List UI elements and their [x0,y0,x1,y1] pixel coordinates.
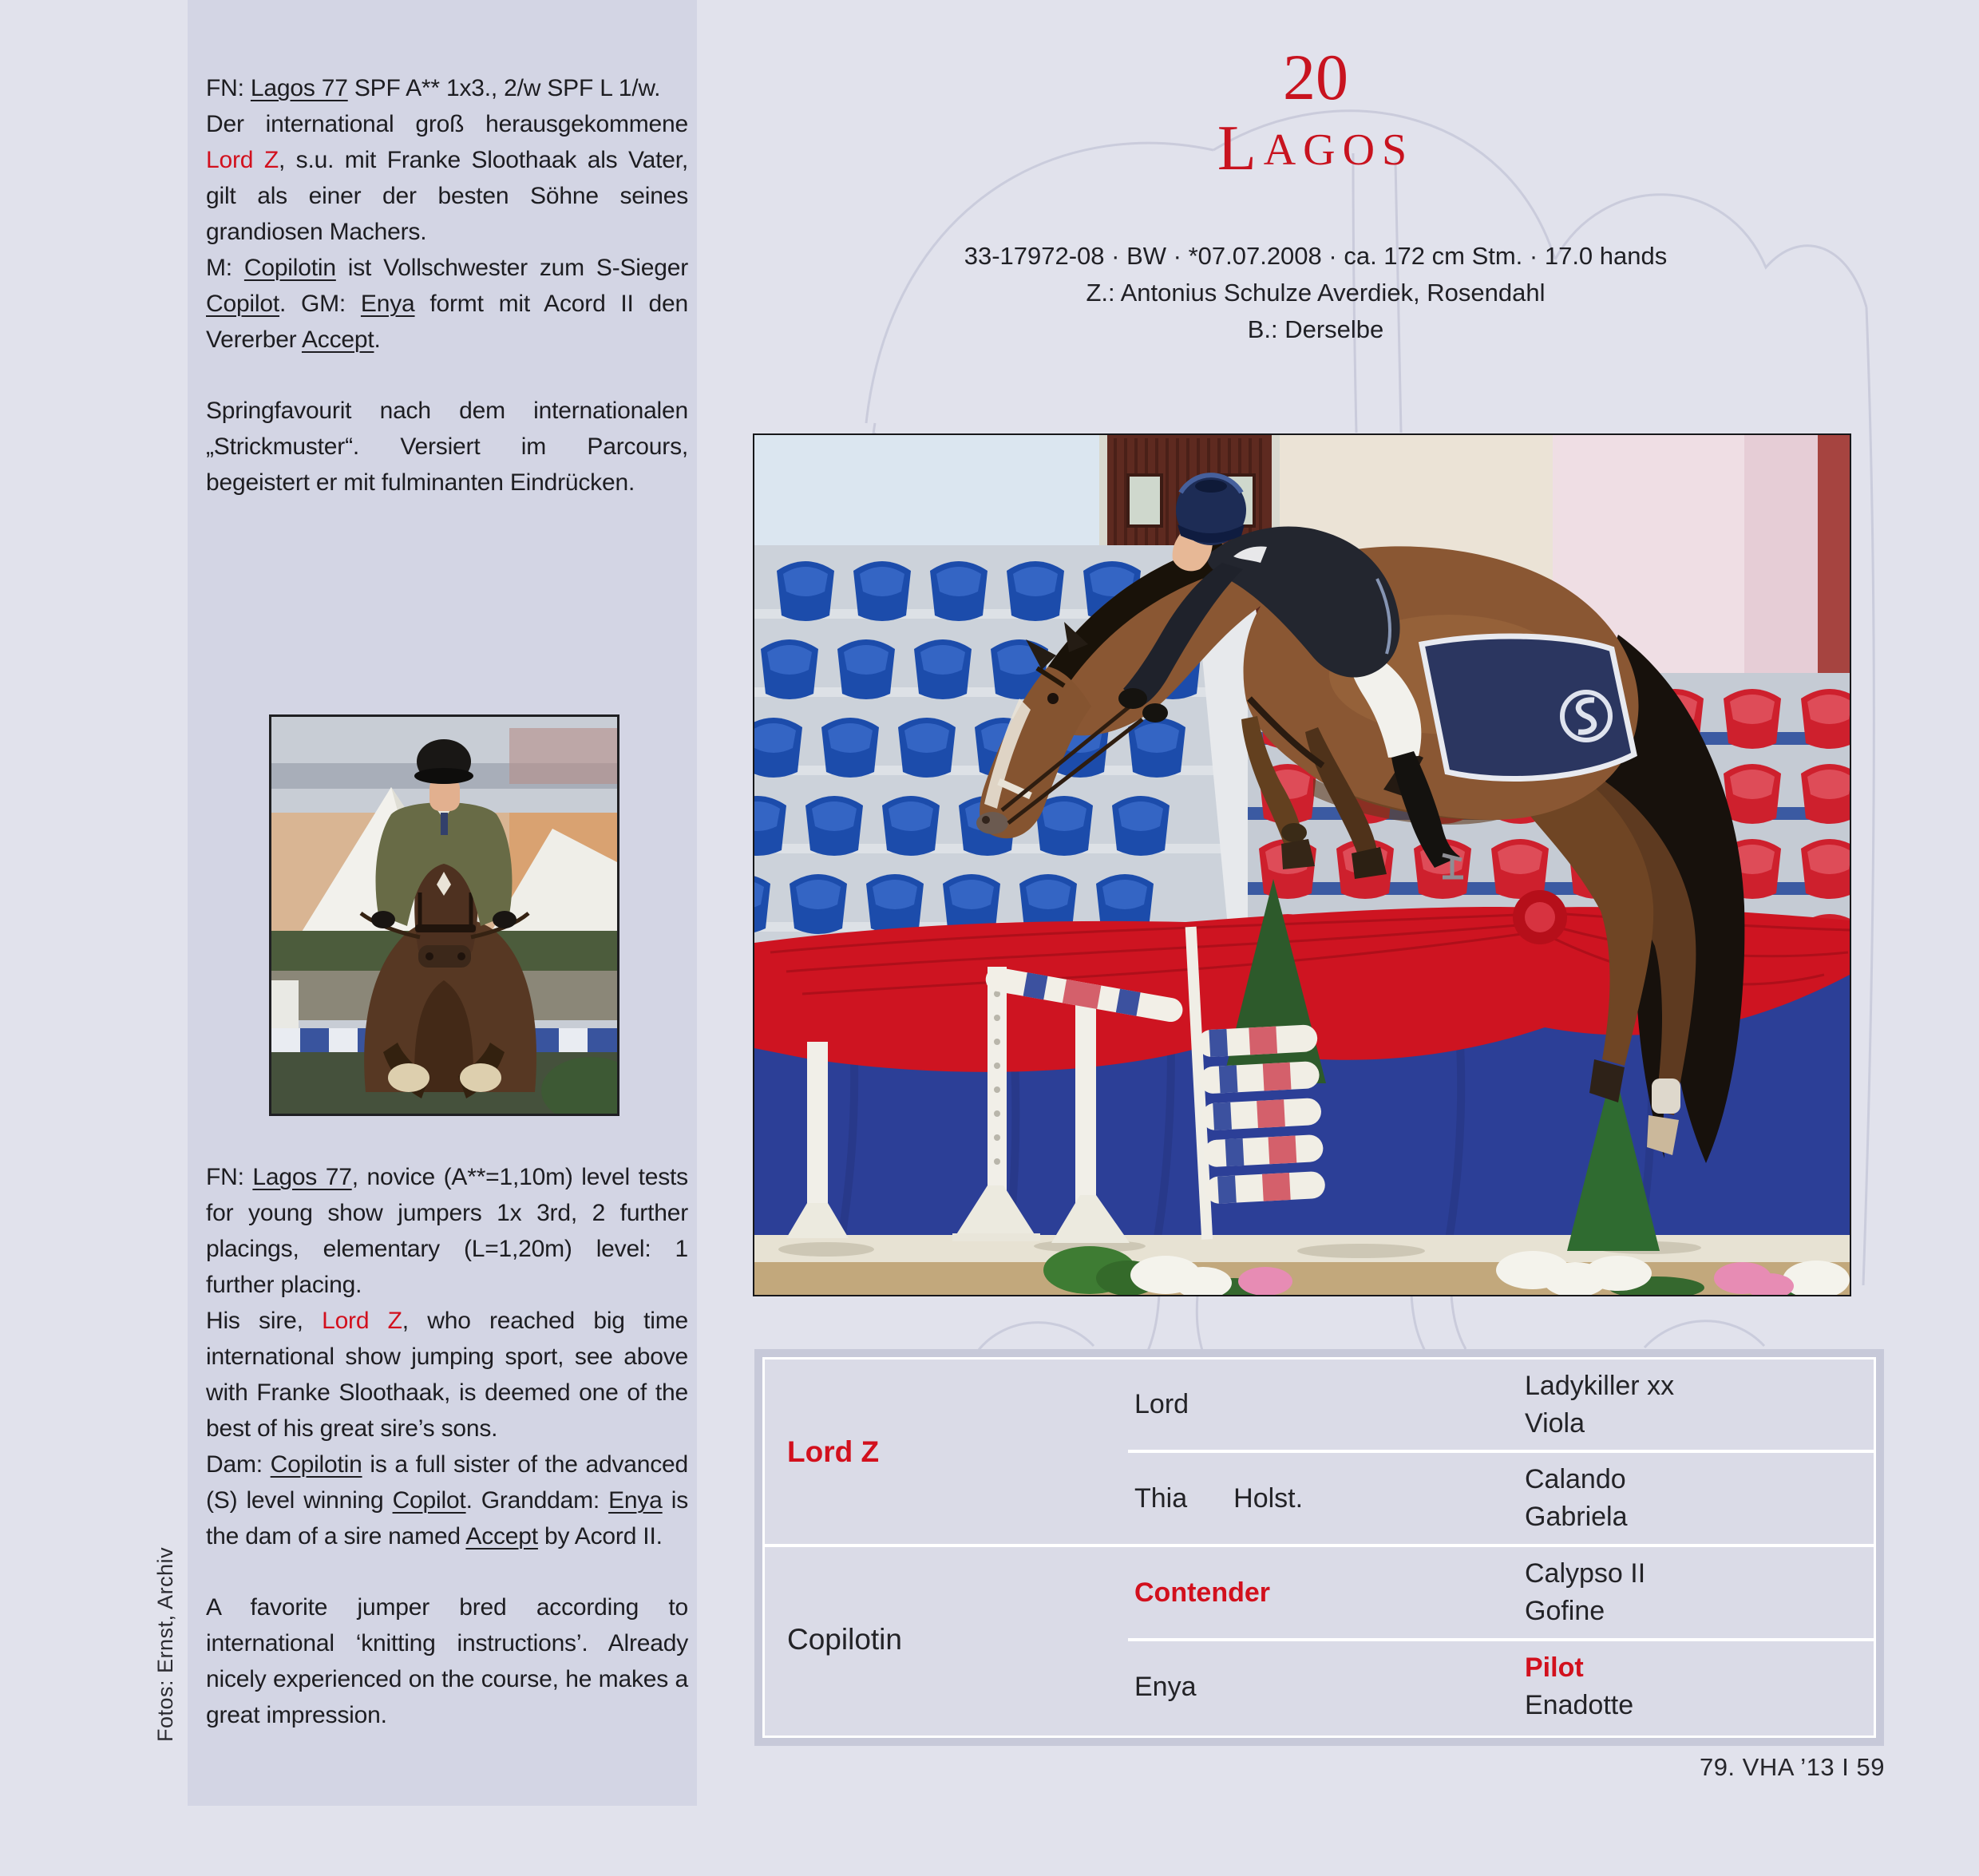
pedigree-cell-gen3: Pilot Enadotte [1525,1652,1634,1720]
paragraph-english-summary: A favorite jumper bred according to international ‘knitting instructions’. Already nicely experienced on the course, he makes a great impression. [206,1594,688,1728]
english-text-block [206,1159,688,1733]
details-owner: B.: Derselbe [1247,315,1384,343]
thumbnail-photo-sire [269,714,619,1116]
details-breeder: Z.: Antonius Schulze Averdiek, Rosendahl [1086,279,1546,307]
pedigree-cell-dam: Copilotin [787,1622,902,1656]
page-number: 79. VHA ’13 I 59 [1699,1753,1885,1781]
pedigree-cell-sire-sire: Lord [1134,1389,1189,1419]
saddle-pad [1422,636,1634,779]
paragraph-english-sire: His sire, Lord Z, who reached big time international show jumping sport, see above with Franke Sloothaak, is deemed one of the best of his great sire’s sons. [206,1308,688,1442]
horse-details [765,238,1866,348]
german-text-block [206,70,688,501]
horse-name-initial: L [1217,113,1264,184]
pedigree-cell-sire: Lord Z [787,1435,880,1468]
pedigree-table [762,1357,1876,1738]
paragraph-german-dam: M: Copilotin ist Vollschwester zum S-Sieger Copilot. GM: Enya formt mit Acord II den Vererber Accept. [206,255,689,353]
paragraph-english-fn: FN: Lagos 77, novice (A**=1,10m) level tests for young show jumpers 1x 3rd, 2 further placings, elementary (L=1,20m) level: 1 further placing. [206,1164,688,1298]
pedigree-cell-gen3: Calypso II Gofine [1525,1558,1646,1626]
pedigree-cell-dam-dam: Enya [1134,1671,1197,1702]
paragraph-german-sire: Der international groß herausgekommene Lord Z, s.u. mit Franke Sloothaak als Vater, gilt als einer der besten Söhne seines grandiosen Machers. [206,111,688,245]
photo-credit: Fotos: Ernst, Archiv [153,1546,177,1742]
pedigree-cell-gen3: Ladykiller xx Viola [1525,1370,1675,1439]
pedigree-cell-sire-dam: Thia Holst. [1134,1482,1304,1514]
horse-name [765,113,1866,184]
paragraph-german-summary: Springfavourit nach dem internationalen „Strickmuster“. Versiert im Parcours, begeistert er mit fulminanten Eindrücken. [206,398,688,496]
catalog-number: 20 [1283,41,1348,113]
pedigree-cell-dam-sire: Contender [1134,1577,1270,1608]
pedigree-zone [754,1349,1884,1746]
pedigree-cell-gen3: Calando Gabriela [1525,1464,1628,1532]
breed-note: Holst. [1233,1482,1304,1514]
paragraph-english-dam: Dam: Copilotin is a full sister of the advanced (S) level winning Copilot. Granddam: Enya is the dam of a sire named Accept by Acord II. [206,1451,689,1549]
details-registration: 33-17972-08 · BW · *07.07.2008 · ca. 172 cm Stm. · 17.0 hands [964,242,1668,270]
paragraph-german-fn: FN: Lagos 77 SPF A** 1x3., 2/w SPF L 1/w. [206,75,661,101]
horse-name-rest: AGOS [1263,125,1415,175]
main-photo [753,433,1851,1296]
